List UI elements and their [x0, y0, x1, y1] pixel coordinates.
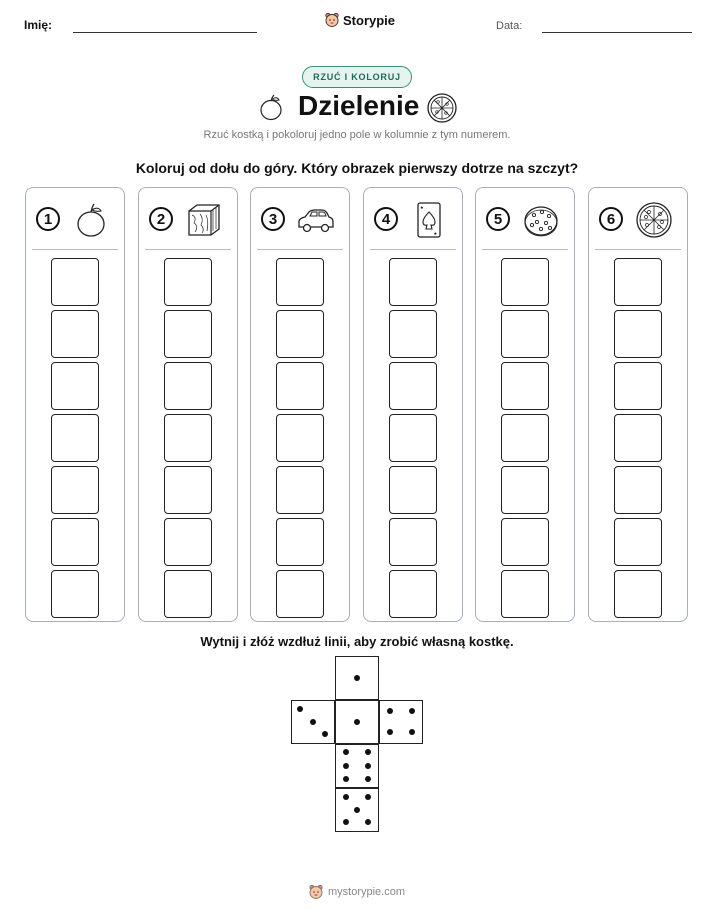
color-cell[interactable] — [51, 258, 99, 306]
color-cell[interactable] — [614, 466, 662, 514]
color-cell[interactable] — [276, 310, 324, 358]
color-cell[interactable] — [614, 258, 662, 306]
color-cell[interactable] — [389, 466, 437, 514]
column-1 — [25, 187, 125, 622]
color-cell[interactable] — [51, 310, 99, 358]
color-cell[interactable] — [389, 570, 437, 618]
column-header — [476, 188, 574, 250]
column-number: 2 — [149, 207, 173, 231]
apple-icon — [256, 92, 286, 122]
column-3 — [250, 187, 350, 622]
color-cell[interactable] — [164, 518, 212, 566]
color-cell[interactable] — [276, 414, 324, 462]
column-header — [26, 188, 124, 250]
color-cell[interactable] — [164, 570, 212, 618]
die-pip — [322, 731, 328, 737]
die-pip — [354, 807, 360, 813]
die-pip — [365, 749, 371, 755]
color-cell[interactable] — [501, 362, 549, 410]
die-pip — [409, 708, 415, 714]
color-cell[interactable] — [276, 362, 324, 410]
name-label: Imię: — [24, 18, 53, 32]
color-cell[interactable] — [276, 570, 324, 618]
die-face-6 — [335, 744, 379, 788]
column-divider — [257, 249, 343, 250]
color-cell[interactable] — [51, 570, 99, 618]
color-cell[interactable] — [614, 414, 662, 462]
column-divider — [595, 249, 681, 250]
color-cell[interactable] — [276, 466, 324, 514]
color-cell[interactable] — [501, 466, 549, 514]
color-cell[interactable] — [276, 258, 324, 306]
wooden-crate-icon — [185, 201, 223, 239]
color-cell[interactable] — [501, 570, 549, 618]
page-title: Dzielenie — [298, 90, 420, 121]
color-cell[interactable] — [501, 310, 549, 358]
column-number: 3 — [261, 207, 285, 231]
column-divider — [482, 249, 568, 250]
logo — [324, 12, 395, 28]
die-pip — [343, 763, 349, 769]
bear-mascot-icon — [308, 884, 324, 900]
color-cell[interactable] — [51, 518, 99, 566]
column-4 — [363, 187, 463, 622]
color-cell[interactable] — [614, 570, 662, 618]
column-header — [589, 188, 687, 250]
color-cell[interactable] — [164, 362, 212, 410]
color-cell[interactable] — [51, 466, 99, 514]
die-pip — [343, 819, 349, 825]
column-header — [364, 188, 462, 250]
date-line — [542, 32, 692, 33]
color-cell[interactable] — [164, 414, 212, 462]
column-number: 1 — [36, 207, 60, 231]
apple-icon — [72, 201, 110, 239]
date-label: Data: — [496, 20, 523, 32]
column-number: 4 — [374, 207, 398, 231]
pizza-icon — [426, 92, 458, 124]
die-pip — [343, 794, 349, 800]
column-5 — [475, 187, 575, 622]
die-face-5 — [335, 788, 379, 832]
svg-text:♠: ♠ — [420, 205, 424, 211]
color-cell[interactable] — [389, 310, 437, 358]
color-cell[interactable] — [614, 362, 662, 410]
die-pip — [354, 719, 360, 725]
svg-text:♠: ♠ — [434, 231, 437, 237]
die-pip — [365, 776, 371, 782]
column-2 — [138, 187, 238, 622]
color-cell[interactable] — [164, 466, 212, 514]
column-header — [251, 188, 349, 250]
color-cell[interactable] — [389, 362, 437, 410]
die-pip — [365, 794, 371, 800]
color-cell[interactable] — [389, 414, 437, 462]
die-pip — [354, 675, 360, 681]
die-face-1 — [335, 656, 379, 700]
color-cell[interactable] — [164, 310, 212, 358]
color-cell[interactable] — [51, 362, 99, 410]
logo-text: Storypie — [343, 12, 396, 28]
column-6 — [588, 187, 688, 622]
die-pip — [409, 729, 415, 735]
color-cell[interactable] — [614, 518, 662, 566]
bear-mascot-icon — [324, 12, 340, 28]
color-cell[interactable] — [501, 518, 549, 566]
die-pip — [343, 776, 349, 782]
color-cell[interactable] — [276, 518, 324, 566]
spade-card-icon — [410, 201, 448, 239]
instruction: Koloruj od dołu do góry. Który obrazek pierwszy dotrze na szczyt? — [135, 160, 579, 176]
footer-text: mystorypie.com — [328, 886, 406, 898]
die-face-1 — [335, 700, 379, 744]
color-cell[interactable] — [389, 258, 437, 306]
color-cell[interactable] — [51, 414, 99, 462]
die-face-3 — [291, 700, 335, 744]
pizza-icon — [635, 201, 673, 239]
die-pip — [365, 763, 371, 769]
color-cell[interactable] — [501, 414, 549, 462]
die-face-4 — [379, 700, 423, 744]
column-number: 5 — [486, 207, 510, 231]
column-divider — [32, 249, 118, 250]
column-divider — [145, 249, 231, 250]
die-pip — [365, 819, 371, 825]
die-pip — [387, 729, 393, 735]
footer — [308, 884, 405, 900]
color-cell[interactable] — [389, 518, 437, 566]
color-cell[interactable] — [164, 258, 212, 306]
die-pip — [310, 719, 316, 725]
cut-instruction: Wytnij i złóż wzdłuż linii, aby zrobić własną kostkę. — [200, 634, 514, 649]
color-cell[interactable] — [614, 310, 662, 358]
color-cell[interactable] — [501, 258, 549, 306]
column-number: 6 — [599, 207, 623, 231]
column-divider — [370, 249, 456, 250]
name-line — [73, 32, 257, 33]
die-pip — [297, 706, 303, 712]
car-icon — [297, 201, 335, 239]
die-pip — [343, 749, 349, 755]
activity-badge: RZUĆ I KOLORUJ — [302, 66, 412, 88]
die-pip — [387, 708, 393, 714]
column-header — [139, 188, 237, 250]
cookie-icon — [522, 201, 560, 239]
subtitle: Rzuć kostką i pokoloruj jedno pole w kolumnie z tym numerem. — [203, 129, 511, 141]
